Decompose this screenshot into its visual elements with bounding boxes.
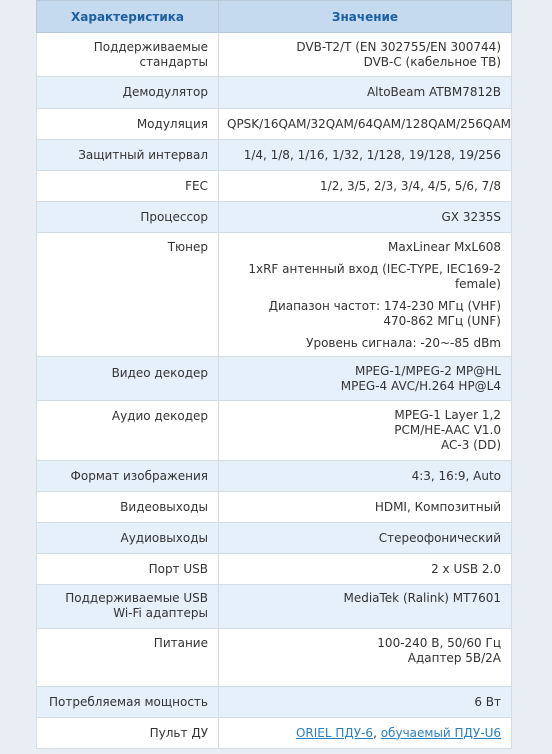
row-key: Тюнер <box>37 233 219 357</box>
row-value <box>219 233 512 357</box>
value-line: MPEG-1 Layer 1,2 <box>394 408 501 422</box>
value-line: 470-862 МГц (UNF) <box>383 314 501 328</box>
row-key <box>37 585 219 629</box>
oriel-remote-link[interactable]: ORIEL ПДУ-6 <box>295 725 374 740</box>
header-key: Характеристика <box>37 1 219 33</box>
link-separator: , <box>373 725 381 740</box>
value-line: AC-3 (DD) <box>441 438 501 452</box>
value-line: Уровень сигнала: -20~-85 dBm <box>306 336 501 350</box>
table-row <box>37 171 512 202</box>
value-line: 100-240 В, 50/60 Гц <box>377 636 501 650</box>
row-value: 1/2, 3/5, 2/3, 3/4, 4/5, 5/6, 7/8 <box>219 171 512 202</box>
row-key: Поддерживаемые стандарты <box>37 33 219 77</box>
row-key: Демодулятор <box>37 77 219 109</box>
value-line: Диапазон частот: 174-230 МГц (VHF) <box>268 299 501 313</box>
row-key: Питание <box>37 629 219 687</box>
row-value: 4:3, 16:9, Auto <box>219 461 512 492</box>
table-row <box>37 77 512 109</box>
table-row <box>37 461 512 492</box>
row-value: QPSK/16QAM/32QAM/64QAM/128QAM/256QAM <box>219 109 512 140</box>
row-value <box>219 357 512 401</box>
table-row <box>37 554 512 585</box>
key-line: Поддерживаемые USB <box>65 591 208 605</box>
table-row <box>37 140 512 171</box>
spec-table <box>36 0 512 749</box>
row-value: AltoBeam ATBM7812B <box>219 77 512 109</box>
table-header-row <box>37 1 512 33</box>
value-line: MaxLinear MxL608 <box>388 240 501 254</box>
row-value: 1/4, 1/8, 1/16, 1/32, 1/128, 19/128, 19/256 <box>219 140 512 171</box>
table-row <box>37 523 512 554</box>
row-key: Пульт ДУ <box>37 718 219 749</box>
row-key: Порт USB <box>37 554 219 585</box>
row-key: Аудиовыходы <box>37 523 219 554</box>
table-row <box>37 718 512 749</box>
table-row <box>37 233 512 357</box>
row-value <box>219 401 512 461</box>
row-value <box>219 33 512 77</box>
row-key: Аудио декодер <box>37 401 219 461</box>
row-value: 6 Вт <box>219 687 512 718</box>
row-key: Видео декодер <box>37 357 219 401</box>
table-row <box>37 492 512 523</box>
table-row <box>37 629 512 687</box>
row-key: Модуляция <box>37 109 219 140</box>
row-key: Видеовыходы <box>37 492 219 523</box>
row-value: 2 x USB 2.0 <box>219 554 512 585</box>
learning-remote-link[interactable]: обучаемый ПДУ-U6 <box>380 725 501 740</box>
row-value: MediaTek (Ralink) MT7601 <box>219 585 512 629</box>
table-row <box>37 585 512 629</box>
row-key: Защитный интервал <box>37 140 219 171</box>
table-row <box>37 401 512 461</box>
value-line: Адаптер 5В/2А <box>407 651 501 665</box>
value-line: MPEG-4 AVC/H.264 HP@L4 <box>340 378 501 393</box>
value-line: 1xRF антенный вход (IEC-TYPE, IEC169-2 female) <box>248 262 501 291</box>
row-value <box>219 629 512 687</box>
table-row <box>37 687 512 718</box>
value-line: DVB-T2/T (EN 302755/EN 300744) <box>296 39 501 54</box>
spec-table-container <box>36 0 511 749</box>
table-row <box>37 109 512 140</box>
key-line: Wi-Fi адаптеры <box>113 606 208 620</box>
table-row <box>37 357 512 401</box>
row-key: Процессор <box>37 202 219 233</box>
row-value: GX 3235S <box>219 202 512 233</box>
row-value <box>219 718 512 749</box>
table-row <box>37 202 512 233</box>
value-line: MPEG-1/MPEG-2 MP@HL <box>354 363 501 378</box>
value-line: DVB-C (кабельное ТВ) <box>363 54 501 69</box>
row-value: HDMI, Композитный <box>219 492 512 523</box>
row-value: Стереофонический <box>219 523 512 554</box>
value-line: PCM/HE-AAC V1.0 <box>394 423 501 437</box>
row-key: Потребляемая мощность <box>37 687 219 718</box>
header-value: Значение <box>219 1 512 33</box>
table-row <box>37 33 512 77</box>
row-key: Формат изображения <box>37 461 219 492</box>
row-key: FEC <box>37 171 219 202</box>
